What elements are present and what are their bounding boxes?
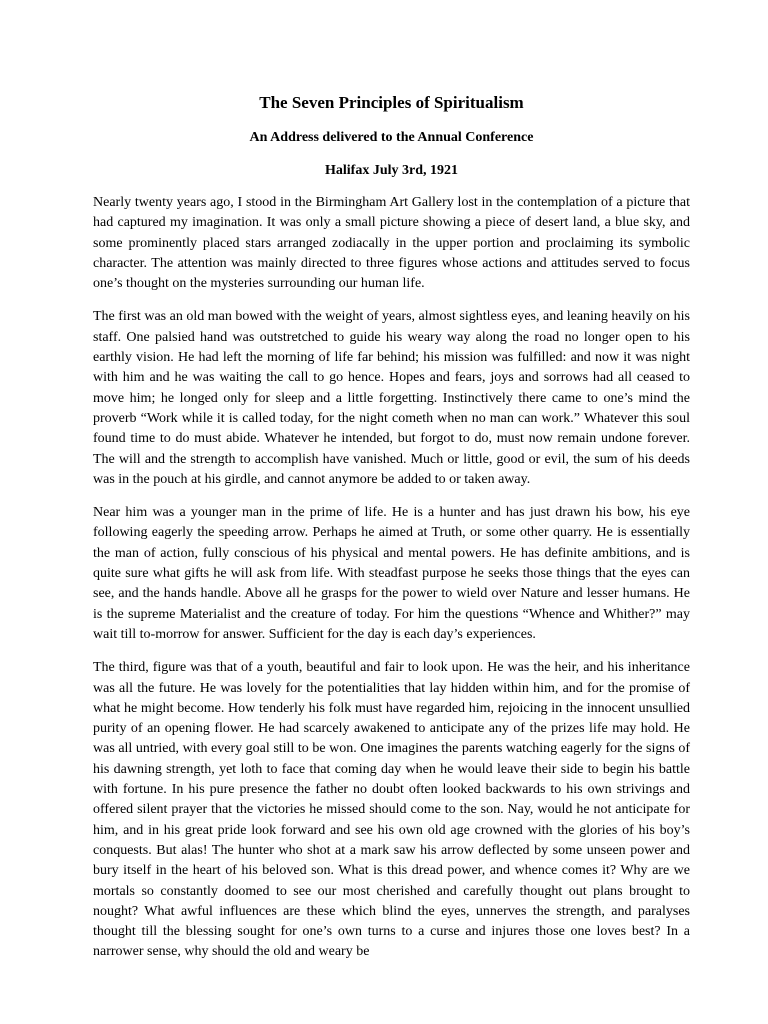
paragraph-2: The first was an old man bowed with the weight of years, almost sightless eyes, and leaning heavily on his staff. One palsied hand was outstretched to guide his weary way along the road no longer open to his earthly vision. He had left the morning of life far behind; his mission was fulfilled: and now it was night with him and he was waiting the call to go hence. Hopes and fears, joys and sorrows had all ceased to move him; he longed only for sleep and a little forgetting. Instinctively there came to one’s mind the proverb “Work while it is called today, for the night cometh when no man can work.” Whatever this soul found time to do must abide. Whatever he intended, but forgot to do, must now remain undone forever. The will and the strength to accomplish have vanished. Much or little, good or evil, the sum of his deeds was in the pouch at his girdle, and cannot anymore be added to or taken away. bbox=[93, 309, 690, 487]
paragraph-3: Near him was a younger man in the prime of life. He is a hunter and has just drawn his bow, his eye following eagerly the speeding arrow. Perhaps he aimed at Truth, or some other quarry. He is essentially the man of action, fully conscious of his physical and mental powers. He has definite ambitions, and is quite sure what gifts he will ask from life. With steadfast purpose he seeks those things that the eyes can see, and the hands handle. Above all he grasps for the power to wield over Nature and lesser humans. He is the supreme Materialist and the creature of today. For him the questions “Whence and Whither?” may wait till to-morrow for answer. Sufficient for the day is each day’s experiences. bbox=[93, 505, 690, 642]
paragraph-4: The third, figure was that of a youth, beautiful and fair to look upon. He was the heir, and his inheritance was all the future. He was lovely for the potentialities that lay hidden within him, and for the promise of what he might become. How tenderly his folk must have regarded him, rejoicing in the innocent unsullied purity of an opening flower. He had scarcely awakened to anticipate any of the prizes life may hold. He was all untried, with every goal still to be won. One imagines the parents watching eagerly for the signs of his dawning strength, yet loth to face that coming day when he would leave their side to begin his battle with fortune. In his pure presence the father no doubt often looked backwards to his own strivings and offered silent prayer that the victories he missed should come to the son. Nay, would he not anticipate for him, and in his great pride look forward and see his own old age crowned with the glories of his boy’s conquests. But alas! The hunter who shot at a mark saw his arrow deflected by some unseen power and bury itself in the heart of his beloved son. What is this dread power, and whence comes it? Why are we mortals so constantly doomed to see our most cherished and carefully thought out plans brought to nought? What awful influences are these which blind the eyes, unnerves the strength, and paralyses thought till the blessing sought for one’s own turns to a curse and injures those one loves best? In a narrower sense, why should the old and weary be bbox=[93, 660, 690, 960]
document-body bbox=[93, 193, 690, 963]
document-dateline: Halifax July 3rd, 1921 bbox=[324, 163, 458, 178]
document-subtitle: An Address delivered to the Annual Conference bbox=[249, 130, 534, 145]
paragraph-1: Nearly twenty years ago, I stood in the Birmingham Art Gallery lost in the contemplation of a picture that had captured my imagination. It was only a small picture showing a piece of desert land, a blue sky, and some prominently placed stars arranged zodiacally in the upper portion and proclaiming its symbolic character. The attention was mainly directed to three figures whose actions and attitudes served to focus one’s thought on the mysteries surrounding our human life. bbox=[93, 195, 690, 292]
document-title: The Seven Principles of Spiritualism bbox=[259, 93, 524, 112]
